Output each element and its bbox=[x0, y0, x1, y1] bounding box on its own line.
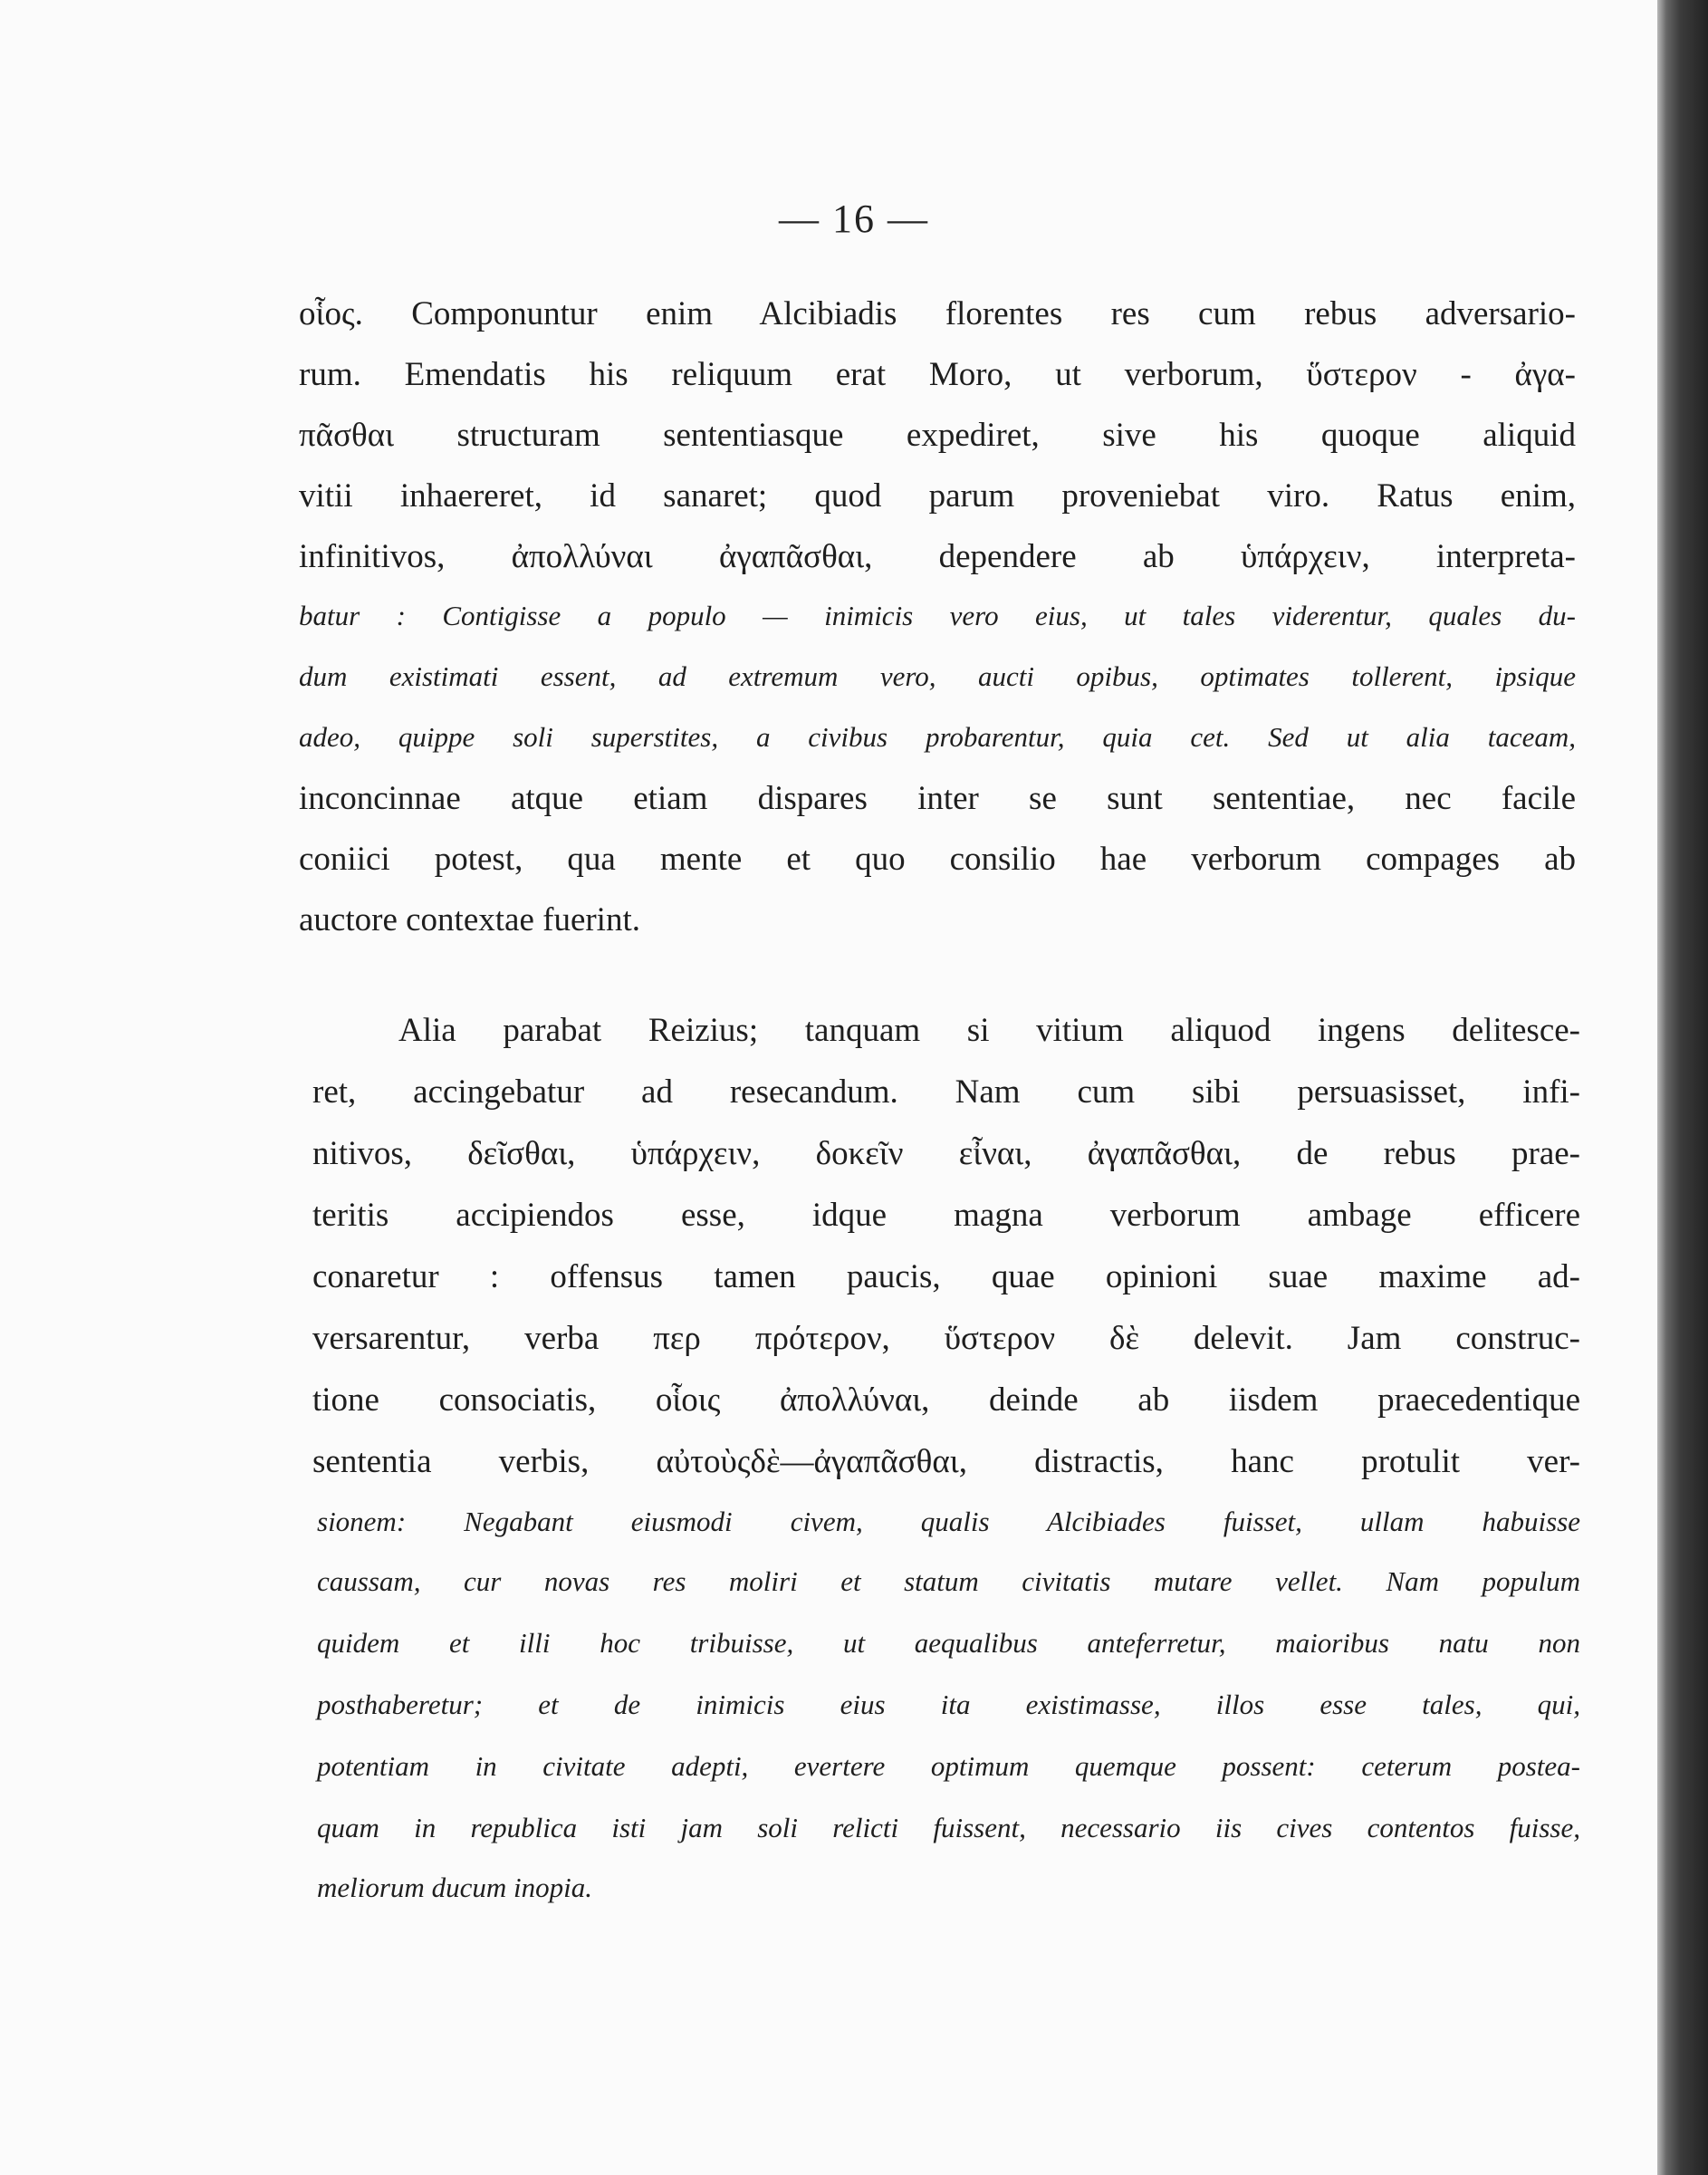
paragraph-1-line: batur : Contigisse a populo — inimicis vero eius, ut tales viderentur, quales du- bbox=[299, 600, 1576, 631]
paragraph-2-line: versarentur, verba περ πρότερον, ὕστερον δὲ delevit. Jam construc- bbox=[312, 1320, 1580, 1357]
paragraph-2-line: Alia parabat Reizius; tanquam si vitium aliquod ingens delitesce- bbox=[398, 1012, 1580, 1049]
paragraph-2-line: conaretur : offensus tamen paucis, quae opinioni suae maxime ad- bbox=[312, 1258, 1580, 1295]
paragraph-1-line: infinitivos, ἀπολλύναι ἀγαπᾶσθαι, dependere ab ὑπάρχειν, interpreta- bbox=[299, 538, 1576, 575]
paragraph-2-line: quam in republica isti jam soli relicti fuissent, necessario iis cives contentos fuisse, bbox=[317, 1812, 1580, 1843]
paragraph-1-line: οἷος. Componuntur enim Alcibiadis florentes res cum rebus adversario- bbox=[299, 295, 1576, 332]
paragraph-2-line: tione consociatis, οἷοις ἀπολλύναι, deinde ab iisdem praecedentique bbox=[312, 1381, 1580, 1419]
paragraph-2-line: teritis accipiendos esse, idque magna verborum ambage efficere bbox=[312, 1197, 1580, 1234]
book-spine-shadow bbox=[1657, 0, 1708, 2175]
paragraph-2-line: sententia verbis, αὐτοὺςδὲ—ἀγαπᾶσθαι, distractis, hanc protulit ver- bbox=[312, 1443, 1580, 1480]
paragraph-1-line: vitii inhaereret, id sanaret; quod parum proveniebat viro. Ratus enim, bbox=[299, 477, 1576, 515]
page-number: — 16 — bbox=[779, 197, 929, 241]
paragraph-1-line: rum. Emendatis his reliquum erat Moro, ut verborum, ὕστερον - ἀγα- bbox=[299, 356, 1576, 393]
paragraph-2-line: quidem et illi hoc tribuisse, ut aequalibus anteferretur, maioribus natu non bbox=[317, 1627, 1580, 1659]
paragraph-2-line: caussam, cur novas res moliri et statum civitatis mutare vellet. Nam populum bbox=[317, 1565, 1580, 1597]
paragraph-1-line: auctore contextae fuerint. bbox=[299, 901, 640, 938]
paragraph-1-line: dum existimati essent, ad extremum vero, aucti opibus, optimates tollerent, ipsique bbox=[299, 660, 1576, 692]
paragraph-2-line: nitivos, δεῖσθαι, ὑπάρχειν, δοκεῖν εἶναι, ἀγαπᾶσθαι, de rebus prae- bbox=[312, 1135, 1580, 1172]
paragraph-2-line: meliorum ducum inopia. bbox=[317, 1872, 592, 1903]
paragraph-1-line: inconcinnae atque etiam dispares inter se sunt sententiae, nec facile bbox=[299, 780, 1576, 817]
paragraph-2-line: posthaberetur; et de inimicis eius ita existimasse, illos esse tales, qui, bbox=[317, 1689, 1580, 1720]
paragraph-1-line: πᾶσθαι structuram sententiasque expediret, sive his quoque aliquid bbox=[299, 417, 1576, 454]
paragraph-1-line: adeo, quippe soli superstites, a civibus probarentur, quia cet. Sed ut alia taceam, bbox=[299, 721, 1576, 753]
paragraph-2-line: potentiam in civitate adepti, evertere optimum quemque possent: ceterum postea- bbox=[317, 1750, 1580, 1782]
paragraph-2-line: sionem: Negabant eiusmodi civem, qualis Alcibiades fuisset, ullam habuisse bbox=[317, 1506, 1580, 1537]
paragraph-2-line: ret, accingebatur ad resecandum. Nam cum sibi persuasisset, infi- bbox=[312, 1073, 1580, 1111]
paragraph-1-line: coniici potest, qua mente et quo consilio hae verborum compages ab bbox=[299, 841, 1576, 878]
